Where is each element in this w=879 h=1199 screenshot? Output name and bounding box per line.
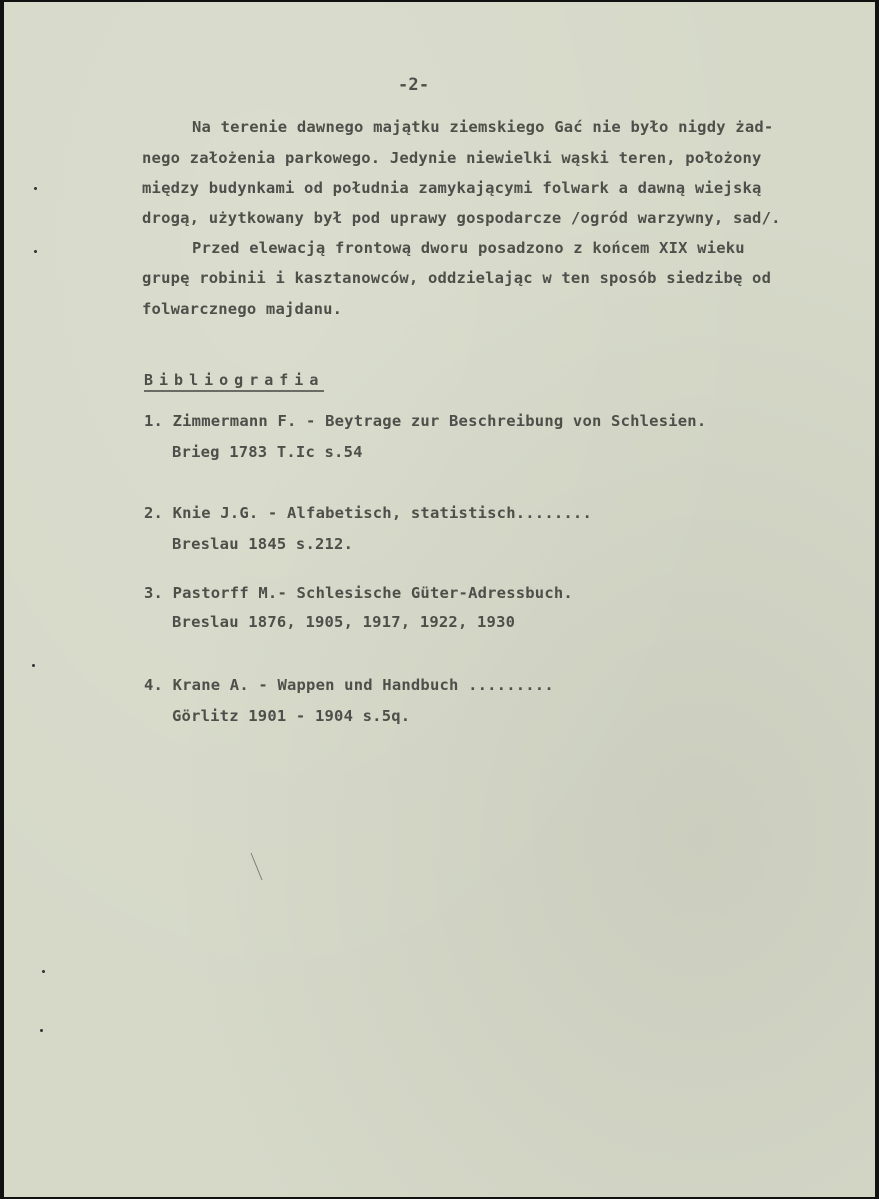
paragraph-line: nego założenia parkowego. Jedynie niewielki wąski teren, położony [142, 149, 762, 167]
bibliography-entry-details: Görlitz 1901 - 1904 s.5q. [172, 707, 411, 725]
margin-dot [40, 1029, 43, 1032]
paragraph-line: folwarcznego majdanu. [142, 300, 343, 318]
bibliography-entry-title: 4. Krane A. - Wappen und Handbuch ......... [144, 676, 554, 694]
margin-dot [34, 187, 37, 190]
page-number: -2- [398, 75, 430, 95]
margin-dot [32, 664, 35, 667]
bibliography-heading: Bibliografia [144, 371, 324, 392]
pencil-mark [250, 852, 264, 882]
paragraph-line: między budynkami od południa zamykającymi folwark a dawną wiejską [142, 179, 762, 197]
margin-dot [42, 970, 45, 973]
bibliography-entry-details: Breslau 1845 s.212. [172, 535, 354, 553]
bibliography-entry-details: Breslau 1876, 1905, 1917, 1922, 1930 [172, 613, 516, 631]
paragraph-line: Na terenie dawnego majątku ziemskiego Gać nie było nigdy żad- [192, 118, 774, 136]
paragraph-line: drogą, użytkowany był pod uprawy gospodarcze /ogród warzywny, sad/. [142, 209, 781, 227]
bibliography-entry-title: 1. Zimmermann F. - Beytrage zur Beschreibung von Schlesien. [144, 412, 707, 430]
paragraph-line: grupę robinii i kasztanowców, oddzielając w ten sposób siedzibę od [142, 269, 772, 287]
paragraph-line: Przed elewacją frontową dworu posadzono z końcem XIX wieku [192, 239, 745, 257]
margin-dot [34, 250, 37, 253]
bibliography-entry-title: 2. Knie J.G. - Alfabetisch, statistisch........ [144, 504, 592, 522]
bibliography-entry-title: 3. Pastorff M.- Schlesische Güter-Adressbuch. [144, 584, 573, 602]
bibliography-entry-details: Brieg 1783 T.Ic s.54 [172, 443, 363, 461]
document-page [4, 2, 875, 1197]
